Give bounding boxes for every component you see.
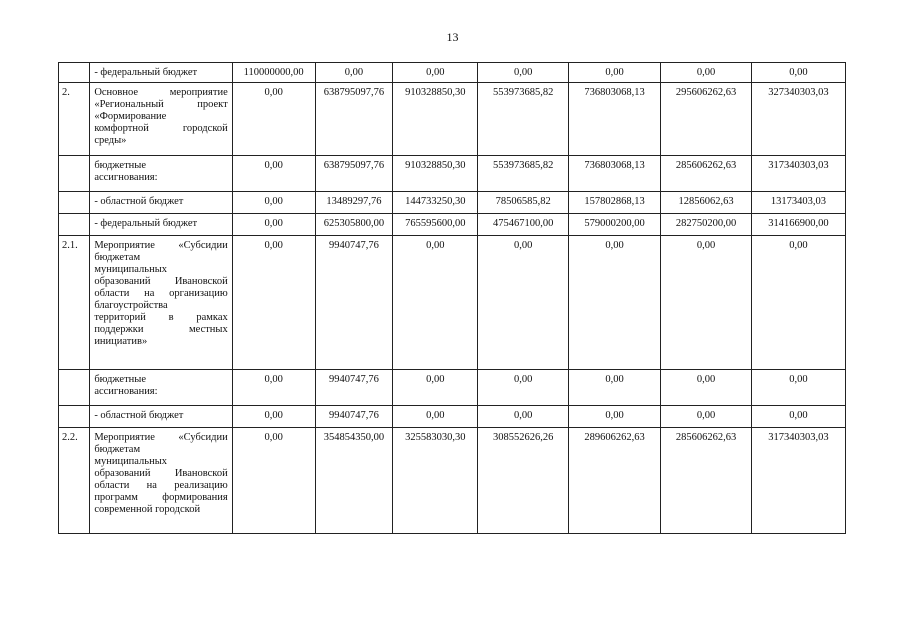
- value-cell: 736803068,13: [569, 156, 661, 192]
- row-number-cell: [59, 192, 90, 214]
- value-cell: 553973685,82: [478, 83, 569, 156]
- value-cell: 579000200,00: [569, 214, 661, 236]
- value-cell: 317340303,03: [751, 428, 845, 534]
- description-line: «Формирование: [94, 111, 167, 122]
- description-line: муниципальных: [94, 264, 168, 275]
- value-cell: 0,00: [478, 406, 569, 428]
- value-cell: 0,00: [661, 236, 752, 370]
- description-cell: [90, 428, 232, 534]
- value-cell: 0,00: [393, 370, 478, 406]
- description-line: - областной бюджет: [94, 410, 184, 421]
- description-cell: [90, 406, 232, 428]
- value-cell: 285606262,63: [661, 156, 752, 192]
- value-cell: 0,00: [232, 214, 315, 236]
- budget-table: [58, 62, 846, 534]
- description-line: - федеральный бюджет: [94, 218, 198, 229]
- description-line: бюджетные: [94, 374, 147, 385]
- description-line: бюджетам: [94, 252, 141, 263]
- value-cell: 553973685,82: [478, 156, 569, 192]
- description-line: комфортной городской: [94, 123, 228, 134]
- row-number-cell: 2.: [59, 83, 90, 156]
- value-cell: 0,00: [569, 63, 661, 83]
- value-cell: 0,00: [478, 370, 569, 406]
- value-cell: 765595600,00: [393, 214, 478, 236]
- description-cell: [90, 214, 232, 236]
- description-cell: [90, 83, 232, 156]
- description-line: бюджетам: [94, 444, 141, 455]
- value-cell: 0,00: [478, 63, 569, 83]
- value-cell: 0,00: [393, 236, 478, 370]
- row-number-cell: [59, 156, 90, 192]
- value-cell: 285606262,63: [661, 428, 752, 534]
- description-line: Мероприятие «Субсидии: [94, 432, 228, 443]
- value-cell: 325583030,30: [393, 428, 478, 534]
- description-line: Мероприятие «Субсидии: [94, 240, 228, 251]
- value-cell: 0,00: [232, 192, 315, 214]
- value-cell: 0,00: [232, 370, 315, 406]
- description-cell: [90, 236, 232, 370]
- value-cell: 638795097,76: [315, 83, 393, 156]
- value-cell: 0,00: [232, 428, 315, 534]
- value-cell: 110000000,00: [232, 63, 315, 83]
- value-cell: 0,00: [751, 370, 845, 406]
- description-line: поддержки местных: [94, 324, 228, 335]
- row-number-cell: 2.2.: [59, 428, 90, 534]
- value-cell: 9940747,76: [315, 406, 393, 428]
- table-row: [59, 83, 846, 156]
- value-cell: 0,00: [569, 406, 661, 428]
- table-body: [59, 63, 846, 534]
- value-cell: 0,00: [393, 406, 478, 428]
- value-cell: 0,00: [232, 83, 315, 156]
- description-line: инициатив»: [94, 336, 148, 347]
- description-line: - областной бюджет: [94, 196, 184, 207]
- description-line: современной городской: [94, 504, 201, 515]
- description-line: Основное мероприятие: [94, 87, 228, 98]
- row-number-cell: 2.1.: [59, 236, 90, 370]
- description-line: образований Ивановской: [94, 276, 228, 287]
- description-cell: [90, 370, 232, 406]
- value-cell: 9940747,76: [315, 236, 393, 370]
- value-cell: 0,00: [569, 370, 661, 406]
- value-cell: 0,00: [661, 63, 752, 83]
- value-cell: 475467100,00: [478, 214, 569, 236]
- table-row: [59, 428, 846, 534]
- description-line: ассигнования:: [94, 386, 158, 397]
- value-cell: 314166900,00: [751, 214, 845, 236]
- value-cell: 0,00: [751, 406, 845, 428]
- value-cell: 308552626,26: [478, 428, 569, 534]
- description-line: образований Ивановской: [94, 468, 228, 479]
- description-cell: [90, 192, 232, 214]
- value-cell: 78506585,82: [478, 192, 569, 214]
- value-cell: 13489297,76: [315, 192, 393, 214]
- value-cell: 0,00: [661, 406, 752, 428]
- table-row: [59, 156, 846, 192]
- value-cell: 354854350,00: [315, 428, 393, 534]
- value-cell: 289606262,63: [569, 428, 661, 534]
- value-cell: 144733250,30: [393, 192, 478, 214]
- description-line: ассигнования:: [94, 172, 158, 183]
- value-cell: 0,00: [751, 63, 845, 83]
- table-row: [59, 63, 846, 83]
- description-line: «Региональный проект: [94, 99, 228, 110]
- value-cell: 13173403,03: [751, 192, 845, 214]
- value-cell: 157802868,13: [569, 192, 661, 214]
- page-number: 13: [446, 30, 459, 44]
- value-cell: 295606262,63: [661, 83, 752, 156]
- value-cell: 0,00: [315, 63, 393, 83]
- value-cell: 317340303,03: [751, 156, 845, 192]
- description-line: области на организацию: [94, 288, 228, 299]
- value-cell: 736803068,13: [569, 83, 661, 156]
- description-cell: [90, 63, 232, 83]
- description-line: муниципальных: [94, 456, 168, 467]
- value-cell: 327340303,03: [751, 83, 845, 156]
- row-number-cell: [59, 214, 90, 236]
- value-cell: 0,00: [232, 406, 315, 428]
- value-cell: 0,00: [478, 236, 569, 370]
- description-line: области на реализацию: [94, 480, 228, 491]
- row-number-cell: [59, 406, 90, 428]
- table-row: [59, 236, 846, 370]
- table-row: [59, 214, 846, 236]
- value-cell: 0,00: [751, 236, 845, 370]
- description-line: среды»: [94, 135, 127, 146]
- table-row: [59, 370, 846, 406]
- value-cell: 0,00: [569, 236, 661, 370]
- value-cell: 12856062,63: [661, 192, 752, 214]
- table-row: [59, 192, 846, 214]
- row-number-cell: [59, 63, 90, 83]
- description-line: благоустройства: [94, 300, 168, 311]
- value-cell: 0,00: [661, 370, 752, 406]
- value-cell: 910328850,30: [393, 156, 478, 192]
- description-line: программ формирования: [94, 492, 228, 503]
- value-cell: 0,00: [232, 236, 315, 370]
- table-row: [59, 406, 846, 428]
- value-cell: 0,00: [232, 156, 315, 192]
- value-cell: 638795097,76: [315, 156, 393, 192]
- description-line: - федеральный бюджет: [94, 67, 198, 78]
- value-cell: 910328850,30: [393, 83, 478, 156]
- description-line: территорий в рамках: [94, 312, 228, 323]
- description-cell: [90, 156, 232, 192]
- description-line: бюджетные: [94, 160, 147, 171]
- value-cell: 282750200,00: [661, 214, 752, 236]
- value-cell: 0,00: [393, 63, 478, 83]
- row-number-cell: [59, 370, 90, 406]
- value-cell: 9940747,76: [315, 370, 393, 406]
- value-cell: 625305800,00: [315, 214, 393, 236]
